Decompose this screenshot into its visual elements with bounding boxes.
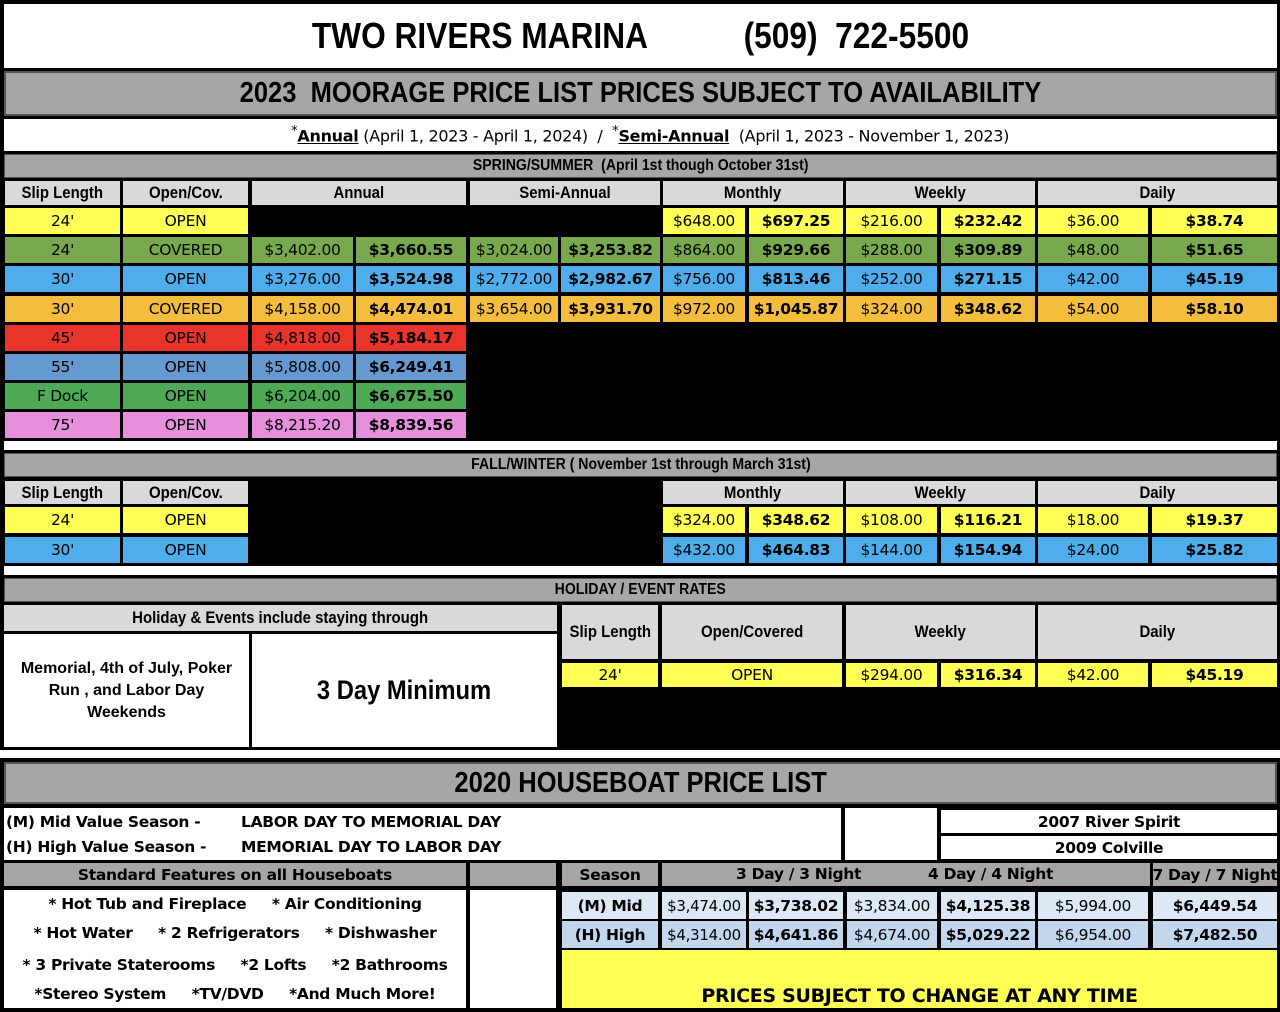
daily-total-price: $38.74 [1152, 208, 1277, 234]
semi-base-price: $3,024.00 [470, 237, 558, 263]
holiday-include-label: Holiday & Events include staying through [4, 605, 557, 631]
hb-col-header-3day: 3 Day / 3 Night [736, 865, 862, 883]
3day-total-price: $3,738.02 [749, 892, 843, 919]
blank-cell [845, 808, 937, 860]
feature-line: * Hot Tub and Fireplace * Air Conditioning [48, 895, 422, 913]
weekly-total-price: $348.62 [941, 296, 1035, 322]
3day-total-price: $4,641.86 [749, 921, 843, 948]
daily-base-price: $42.00 [1038, 266, 1148, 292]
daily-total-price: $58.10 [1152, 296, 1277, 322]
price-change-notice: PRICES SUBJECT TO CHANGE AT ANY TIME [562, 950, 1277, 1008]
annual-base-price: $4,818.00 [252, 325, 353, 351]
mid-season-label: (M) Mid Value Season - [6, 813, 201, 831]
slip-length-cell: F Dock [5, 383, 120, 409]
holiday-col-header-open-covered: Open/Covered [662, 605, 842, 659]
blank-header-cell [470, 863, 556, 886]
annual-base-price: $5,808.00 [252, 354, 353, 380]
monthly-base-price: $432.00 [663, 537, 745, 563]
section-divider [4, 441, 1277, 450]
daily-total-price: $25.82 [1152, 537, 1277, 563]
weekly-base-price: $252.00 [846, 266, 937, 292]
col-header-annual: Annual [252, 181, 466, 205]
annual-base-price: $6,204.00 [252, 383, 353, 409]
fw-col-header-weekly: Weekly [846, 481, 1035, 504]
open-covered-cell: OPEN [123, 266, 248, 292]
slip-length-cell: 55' [5, 354, 120, 380]
holiday-col-header-daily: Daily [1038, 605, 1277, 659]
open-covered-cell: OPEN [123, 507, 248, 533]
features-title: Standard Features on all Houseboats [4, 863, 466, 886]
open-covered-cell: OPEN [123, 383, 248, 409]
monthly-base-price: $648.00 [663, 208, 745, 234]
slip-length-cell: 45' [5, 325, 120, 351]
4day-base-price: $4,674.00 [847, 921, 937, 948]
fw-col-header-slip-length: Slip Length [5, 481, 120, 504]
slip-length-cell: 24' [5, 507, 120, 533]
hb-col-header-4day: 4 Day / 4 Night [928, 865, 1054, 883]
semi-annual-term: Semi-Annual [618, 126, 730, 146]
fw-col-header-daily: Daily [1038, 481, 1277, 504]
holiday-weekly-total: $316.34 [941, 663, 1035, 687]
semi-base-price: $3,654.00 [470, 296, 558, 322]
slip-length-cell: 24' [5, 208, 120, 234]
marina-name: TWO RIVERS MARINA [311, 15, 647, 56]
slip-length-cell: 30' [5, 296, 120, 322]
col-header-daily: Daily [1038, 181, 1277, 205]
3day-base-price: $4,314.00 [662, 921, 746, 948]
col-header-monthly: Monthly [663, 181, 843, 205]
4day-base-price: $3,834.00 [847, 892, 937, 919]
boat-name-1: 2007 River Spirit [941, 810, 1277, 833]
annual-total-price: $3,524.98 [356, 266, 466, 292]
blank-cell [470, 890, 556, 1008]
mid-season-range: LABOR DAY TO MEMORIAL DAY [241, 813, 502, 831]
term-definitions: *Annual (April 1, 2023 - April 1, 2024) / *Semi-Annual (April 1, 2023 - November 1, 2023) [4, 119, 1277, 151]
season-definitions [4, 808, 841, 860]
houseboat-title: 2020 HOUSEBOAT PRICE LIST [4, 762, 1277, 804]
monthly-base-price: $864.00 [663, 237, 745, 263]
weekly-base-price: $324.00 [846, 296, 937, 322]
monthly-total-price: $929.66 [749, 237, 843, 263]
high-season-label: (H) High Value Season - [6, 838, 207, 856]
semi-total-price: $3,931.70 [561, 296, 660, 322]
monthly-base-price: $756.00 [663, 266, 745, 292]
annual-base-price: $4,158.00 [252, 296, 353, 322]
hb-col-header-durations [662, 863, 1150, 886]
annual-total-price: $5,184.17 [356, 325, 466, 351]
holiday-col-header-weekly: Weekly [846, 605, 1035, 659]
holiday-col-header-slip-length: Slip Length [562, 605, 658, 659]
features-list [4, 890, 466, 1008]
season-cell: (H) High [562, 921, 658, 948]
daily-base-price: $48.00 [1038, 237, 1148, 263]
holiday-row-slip: 24' [562, 663, 658, 687]
semi-total-price: $3,253.82 [561, 237, 660, 263]
monthly-total-price: $348.62 [749, 507, 843, 533]
holiday-weekly-base: $294.00 [846, 663, 937, 687]
spring-summer-title: SPRING/SUMMER (April 1st though October 31st) [4, 154, 1277, 178]
open-covered-cell: COVERED [123, 237, 248, 263]
annual-total-price: $6,675.50 [356, 383, 466, 409]
annual-base-price: $8,215.20 [252, 412, 353, 438]
weekly-total-price: $116.21 [941, 507, 1035, 533]
semi-base-price: $2,772.00 [470, 266, 558, 292]
monthly-total-price: $697.25 [749, 208, 843, 234]
daily-total-price: $19.37 [1152, 507, 1277, 533]
open-covered-cell: OPEN [123, 354, 248, 380]
feature-line: *Stereo System *TV/DVD *And Much More! [34, 985, 436, 1003]
slip-length-cell: 30' [5, 537, 120, 563]
moorage-subtitle: 2023 MOORAGE PRICE LIST PRICES SUBJECT TO AVAILABILITY [4, 71, 1277, 116]
holiday-row-type: OPEN [662, 663, 842, 687]
annual-total-price: $4,474.01 [356, 296, 466, 322]
4day-total-price: $4,125.38 [941, 892, 1035, 919]
7day-base-price: $6,954.00 [1038, 921, 1148, 948]
daily-total-price: $45.19 [1152, 266, 1277, 292]
open-covered-cell: OPEN [123, 208, 248, 234]
feature-line: * Hot Water * 2 Refrigerators * Dishwasher [33, 924, 437, 942]
annual-total-price: $8,839.56 [356, 412, 466, 438]
holiday-daily-total: $45.19 [1152, 663, 1277, 687]
holiday-daily-base: $42.00 [1038, 663, 1148, 687]
open-covered-cell: OPEN [123, 325, 248, 351]
open-covered-cell: OPEN [123, 537, 248, 563]
weekly-base-price: $108.00 [846, 507, 937, 533]
slip-length-cell: 30' [5, 266, 120, 292]
open-covered-cell: COVERED [123, 296, 248, 322]
weekly-total-price: $154.94 [941, 537, 1035, 563]
hb-col-header-season: Season [562, 863, 658, 886]
weekly-total-price: $309.89 [941, 237, 1035, 263]
boat-name-2: 2009 Colville [941, 836, 1277, 859]
fall-winter-title: FALL/WINTER ( November 1st through March 31st) [4, 453, 1277, 477]
4day-total-price: $5,029.22 [941, 921, 1035, 948]
7day-total-price: $7,482.50 [1153, 921, 1277, 948]
phone-number: (509) 722-5500 [743, 15, 970, 56]
section-divider [0, 750, 1280, 758]
monthly-base-price: $324.00 [663, 507, 745, 533]
holiday-minimum-stay: 3 Day Minimum [252, 634, 557, 747]
high-season-range: MEMORIAL DAY TO LABOR DAY [241, 838, 502, 856]
section-divider [4, 566, 1277, 575]
holiday-title: HOLIDAY / EVENT RATES [4, 578, 1277, 602]
daily-base-price: $24.00 [1038, 537, 1148, 563]
hb-col-header-7day: 7 Day / 7 Night [1153, 863, 1277, 886]
col-header-semi-annual: Semi-Annual [470, 181, 660, 205]
feature-line: * 3 Private Staterooms *2 Lofts *2 Bathrooms [22, 956, 448, 974]
7day-total-price: $6,449.54 [1153, 892, 1277, 919]
col-header-weekly: Weekly [846, 181, 1035, 205]
daily-total-price: $51.65 [1152, 237, 1277, 263]
title-banner [4, 4, 1277, 68]
annual-total-price: $6,249.41 [356, 354, 466, 380]
weekly-total-price: $271.15 [941, 266, 1035, 292]
slip-length-cell: 75' [5, 412, 120, 438]
weekly-total-price: $232.42 [941, 208, 1035, 234]
slip-length-cell: 24' [5, 237, 120, 263]
daily-base-price: $18.00 [1038, 507, 1148, 533]
holiday-events-list: Memorial, 4th of July, Poker Run , and Labor Day Weekends [4, 634, 249, 747]
7day-base-price: $5,994.00 [1038, 892, 1148, 919]
weekly-base-price: $216.00 [846, 208, 937, 234]
annual-base-price: $3,276.00 [252, 266, 353, 292]
fw-col-header-monthly: Monthly [663, 481, 843, 504]
annual-term: Annual [297, 126, 359, 146]
monthly-base-price: $972.00 [663, 296, 745, 322]
col-header-open-cov: Open/Cov. [123, 181, 248, 205]
open-covered-cell: OPEN [123, 412, 248, 438]
weekly-base-price: $288.00 [846, 237, 937, 263]
semi-total-price: $2,982.67 [561, 266, 660, 292]
3day-base-price: $3,474.00 [662, 892, 746, 919]
monthly-total-price: $1,045.87 [749, 296, 843, 322]
monthly-total-price: $464.83 [749, 537, 843, 563]
col-header-slip-length: Slip Length [5, 181, 120, 205]
monthly-total-price: $813.46 [749, 266, 843, 292]
annual-total-price: $3,660.55 [356, 237, 466, 263]
daily-base-price: $36.00 [1038, 208, 1148, 234]
annual-base-price: $3,402.00 [252, 237, 353, 263]
fw-col-header-open-cov: Open/Cov. [123, 481, 248, 504]
season-cell: (M) Mid [562, 892, 658, 919]
daily-base-price: $54.00 [1038, 296, 1148, 322]
weekly-base-price: $144.00 [846, 537, 937, 563]
